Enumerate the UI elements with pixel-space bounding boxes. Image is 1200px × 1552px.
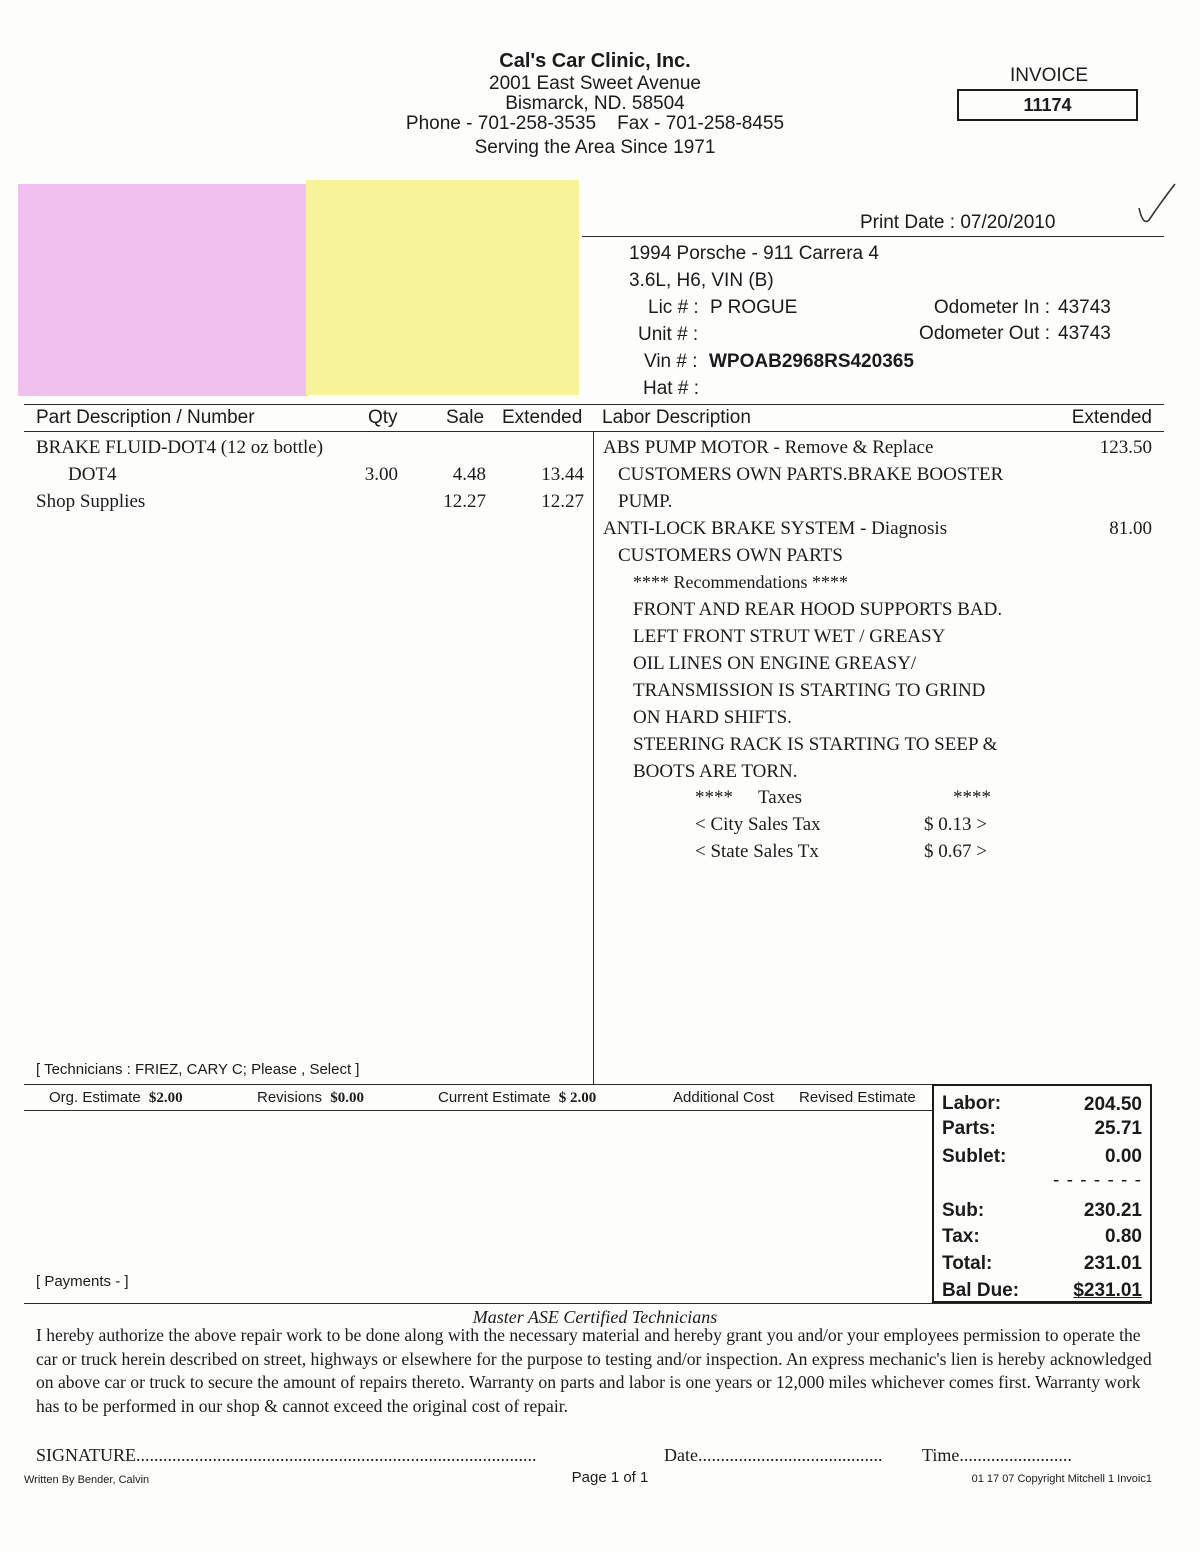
odometer-in-value: 43743 [1058,297,1111,318]
company-city: Bismarck, ND. 58504 [505,93,685,114]
hat-label: Hat # : [643,378,699,399]
company-tagline: Serving the Area Since 1971 [474,137,716,158]
sub-total-label: Sub: [942,1200,985,1221]
labor-line-12: STEERING RACK IS STARTING TO SEEP & [633,734,998,755]
labor-line-1-amount: 123.50 [1099,437,1152,458]
labor-line-11: ON HARD SHIFTS. [633,707,792,728]
authorization-text: I hereby authorize the above repair work to be done along with the necessary material and hereby grant you and/or your employees permission to operate the car or truck herein described on street, highways or elsewhere for the purpose to testing and/or inspection. An express mechanic's lien is hereby acknowledged on above car or truck to secure the amount of repairs thereto. Warranty on parts and labor is one years or 12,000 miles whichever comes first. Warranty work has to be performed in our shop & cannot exceed the original cost of repair. [36,1325,1152,1416]
balance-due-value: $231.01 [1073,1280,1142,1301]
state-tax-label: < State Sales Tx [695,841,819,862]
company-phone-fax: Phone - 701-258-3535 Fax - 701-258-8455 [405,113,785,134]
lic-value: P ROGUE [710,297,798,318]
vin-label: Vin # : [644,351,698,372]
lic-label: Lic # : [648,297,699,318]
odometer-out-label: Odometer Out : [919,323,1050,344]
sublet-total-value: 0.00 [1105,1146,1142,1167]
vehicle-top-rule [582,236,1164,237]
table-top-rule [24,404,1164,405]
redaction-sticky-pink [18,184,308,396]
totals-divider: - - - - - - - [1053,1170,1142,1191]
copyright: 01 17 07 Copyright Mitchell 1 Invoic1 [971,1473,1152,1485]
unit-label: Unit # : [638,324,699,345]
taxes-heading-right: **** [953,787,991,808]
part-row-3-extended: 12.27 [541,491,584,512]
current-estimate [438,1089,596,1107]
checkmark-icon [1135,180,1180,230]
tax-total-label: Tax: [942,1226,980,1247]
part-row-2-description: DOT4 [68,464,117,485]
labor-line-8: LEFT FRONT STRUT WET / GREASY [633,626,946,647]
revisions-label: Revisions [257,1089,323,1106]
state-tax-value: $ 0.67 > [924,841,987,862]
payments-line: [ Payments - ] [36,1273,129,1290]
sub-total-value: 230.21 [1083,1200,1142,1221]
labor-line-2: CUSTOMERS OWN PARTS.BRAKE BOOSTER [618,464,1004,485]
part-row-3-sale: 12.27 [443,491,486,512]
labor-line-10: TRANSMISSION IS STARTING TO GRIND [633,680,986,701]
parts-header-qty: Qty [368,407,398,428]
payments-bottom-rule [24,1303,1152,1304]
labor-line-9: OIL LINES ON ENGINE GREASY/ [633,653,917,674]
part-row-1-description: BRAKE FLUID-DOT4 (12 oz bottle) [36,437,324,458]
company-name: Cal's Car Clinic, Inc. [499,50,691,72]
column-divider [593,431,594,1084]
part-row-3-description: Shop Supplies [36,491,146,512]
invoice-label: INVOICE [1009,65,1089,86]
odometer-out-value: 43743 [1058,323,1111,344]
current-estimate-value: $ 2.00 [558,1090,597,1106]
labor-line-7: FRONT AND REAR HOOD SUPPORTS BAD. [633,599,1003,620]
labor-header-description: Labor Description [602,407,751,428]
labor-total-label: Labor: [942,1093,1002,1114]
parts-total-value: 25.71 [1094,1118,1142,1139]
print-date-value: 07/20/2010 [960,212,1056,233]
city-tax-value: $ 0.13 > [924,814,987,835]
parts-header-extended: Extended [502,407,583,428]
taxes-heading: Taxes [758,787,803,808]
labor-line-4: ANTI-LOCK BRAKE SYSTEM - Diagnosis [603,518,948,539]
technicians-line: [ Technicians : FRIEZ, CARY C; Please , Select ] [36,1061,360,1078]
print-date-label: Print Date : [860,212,956,233]
vehicle-engine: 3.6L, H6, VIN (B) [629,270,774,291]
company-address: 2001 East Sweet Avenue [489,73,701,94]
city-tax-label: < City Sales Tax [695,814,821,835]
vin-value: WPOAB2968RS420365 [709,351,914,372]
written-by: Written By Bender, Calvin [24,1474,150,1486]
revised-estimate-label: Revised Estimate [799,1089,916,1106]
print-date [860,212,1055,234]
part-row-2-sale: 4.48 [452,464,486,485]
signature-line: SIGNATURE......................................................................................... [36,1445,537,1465]
invoice-number: 11174 [957,89,1138,121]
current-estimate-label: Current Estimate [438,1089,551,1106]
labor-line-13: BOOTS ARE TORN. [633,761,798,782]
balance-due-label: Bal Due: [942,1280,1020,1301]
vehicle-model: 1994 Porsche - 911 Carrera 4 [629,243,879,264]
grand-total-value: 231.01 [1083,1253,1142,1274]
table-header-rule [24,431,1164,432]
additional-cost-label: Additional Cost [673,1089,774,1106]
org-estimate [49,1089,183,1107]
estimate-bottom-rule [24,1110,932,1111]
page-number: Page 1 of 1 [571,1469,649,1486]
labor-header-extended: Extended [1071,407,1152,428]
part-row-2-qty: 3.00 [364,464,398,485]
parts-total-label: Parts: [942,1118,996,1139]
org-estimate-value: $2.00 [148,1090,183,1106]
parts-header-sale: Sale [446,407,485,428]
certified-line: Master ASE Certified Technicians [472,1307,718,1327]
labor-line-6: **** Recommendations **** [633,572,848,592]
sublet-total-label: Sublet: [942,1146,1007,1167]
revisions [257,1089,364,1107]
revisions-value: $0.00 [330,1090,364,1106]
labor-line-3: PUMP. [618,491,673,512]
tax-total-value: 0.80 [1105,1226,1142,1247]
labor-line-4-amount: 81.00 [1109,518,1152,539]
grand-total-label: Total: [942,1253,993,1274]
labor-line-1: ABS PUMP MOTOR - Remove & Replace [603,437,934,458]
part-row-2-extended: 13.44 [541,464,584,485]
labor-line-5: CUSTOMERS OWN PARTS [618,545,843,566]
odometer-in-label: Odometer In : [933,297,1050,318]
taxes-heading-left: **** [695,787,733,808]
redaction-sticky-yellow [306,180,579,395]
parts-header-description: Part Description / Number [36,407,255,428]
org-estimate-label: Org. Estimate [49,1089,141,1106]
time-line: Time......................... [922,1445,1072,1465]
date-line: Date......................................... [664,1445,883,1465]
labor-total-value: 204.50 [1083,1094,1142,1115]
